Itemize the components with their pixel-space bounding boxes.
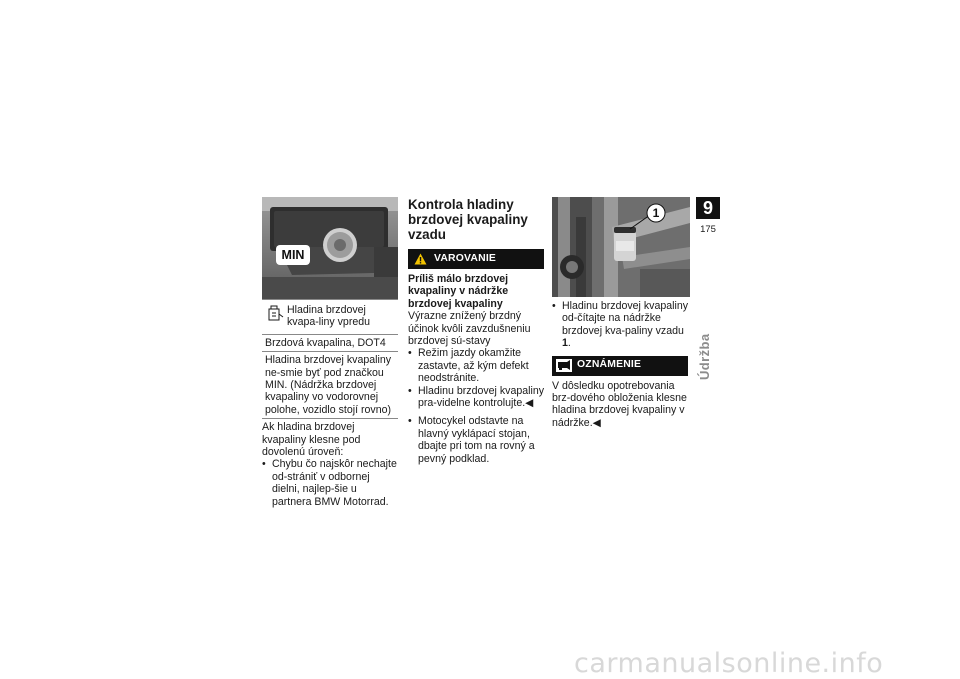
warning-banner — [408, 249, 544, 269]
warning-body: Výrazne znížený brzdný účinok kvôli zavzdušneniu brzdovej sú-stavy — [408, 310, 531, 348]
chapter-tab — [696, 197, 720, 235]
callout-ref: 1 — [562, 337, 568, 350]
notice-label: OZNÁMENIE — [577, 359, 642, 371]
list-item-end: . — [567, 337, 571, 350]
warning-title: Príliš málo brzdovej kvapaliny v nádržke brzdovej kvapaliny — [408, 273, 509, 310]
spec-level: Hladina brzdovej kvapaliny ne-smie byť pod značkou MIN. (Nádržka brzdovej kvapaliny vo vodorovnej polohe, vozidlo stojí rovno) — [262, 351, 398, 418]
rear-reservoir-illustration — [552, 197, 690, 297]
bullet-list — [408, 415, 546, 465]
chapter-title: Údržba — [697, 333, 712, 380]
page-number: 175 — [700, 224, 716, 235]
list-item: • Motocykel odstavte na hlavný vyklápací stojan, dbajte pri tom na rovný a pevný podklad. — [408, 415, 546, 465]
bullet-list — [262, 458, 398, 508]
spec-heading: Hladina brzdovej kvapa-liny vpredu — [287, 304, 371, 329]
spec-table — [262, 299, 398, 419]
spec-heading-row — [262, 299, 398, 334]
callout-1: 1 — [652, 206, 660, 220]
oil-can-icon — [265, 304, 287, 324]
bullet-list — [552, 300, 690, 350]
rear-brake-reservoir-photo — [552, 197, 690, 297]
chapter-number: 9 — [696, 197, 720, 219]
body-text: Ak hladina brzdovej kvapaliny klesne pod dovolenú úroveň: — [262, 421, 361, 459]
list-item-text: Hladinu brzdovej kvapaliny od-čítajte na nádržke brzdovej kva-paliny vzadu — [562, 300, 689, 337]
spec-fluid: Brzdová kvapalina, DOT4 — [262, 334, 398, 351]
column-1 — [262, 197, 398, 508]
warning-triangle-icon — [414, 253, 427, 265]
notice-icon — [556, 359, 572, 372]
column-2 — [408, 197, 546, 465]
front-brake-reservoir-photo — [262, 197, 398, 299]
list-item: • Chybu čo najskôr nechajte od-strániť v odbornej dielni, najlep-šie u partnera BMW Motorrad. — [262, 458, 398, 508]
notice-body: V dôsledku opotrebovania brz-dového obloženia klesne hladina brzdovej kvapaliny v nádržke.◀ — [552, 379, 687, 429]
list-item: • Hladinu brzdovej kvapaliny pra-videlne kontrolujte.◀ — [408, 385, 546, 410]
notice-banner — [552, 356, 688, 376]
warning-bullet-list — [408, 347, 546, 409]
list-item — [552, 300, 690, 350]
warning-label: VAROVANIE — [434, 252, 497, 264]
min-label: MIN — [281, 248, 305, 262]
column-3 — [552, 197, 690, 429]
list-item: • Režim jazdy okamžite zastavte, až kým defekt neodstránite. — [408, 347, 546, 384]
watermark: carmanualsonline.info — [574, 648, 884, 679]
section-heading: Kontrola hladiny brzdovej kvapaliny vzadu — [408, 197, 528, 242]
